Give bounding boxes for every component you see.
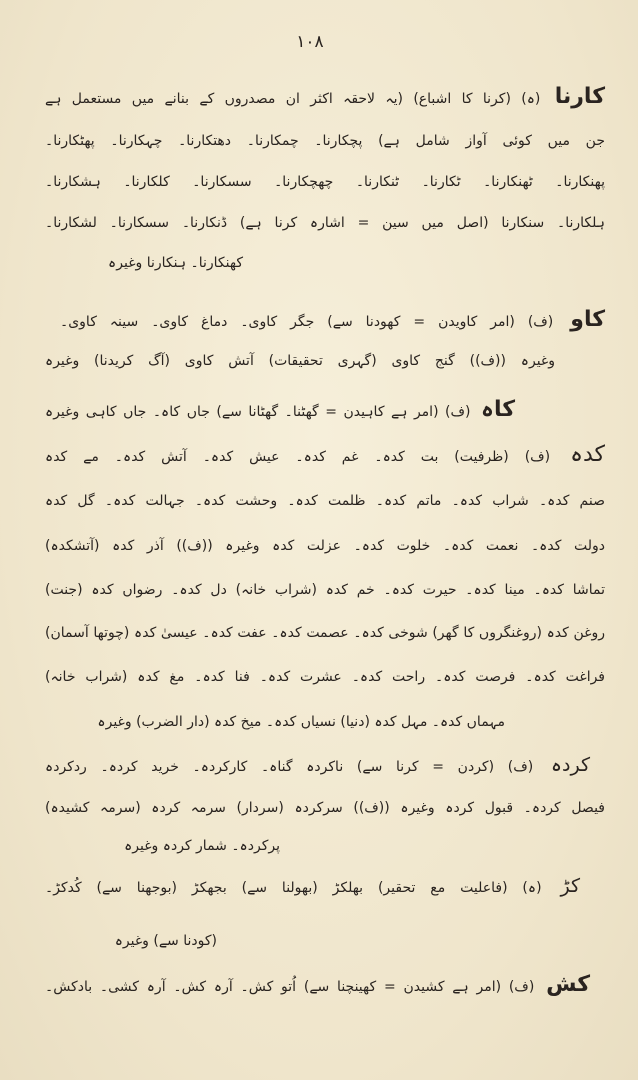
text-line: صنم کدہ۔ شراب کدہ۔ ماتم کدہ۔ ظلمت کدہ۔ وحشت کدہ۔ جہالت کدہ۔ گل کدہ <box>45 493 605 509</box>
line-text: (ہ) (کرنا کا اشباع) (یہ لاحقہ اکثر ان مصدروں کے بنانے میں مستعمل ہے <box>45 91 541 107</box>
page-number: ۱۰۸ <box>296 32 324 52</box>
text-line <box>45 393 515 427</box>
line-text: (ف) (امر ہے کشیدن = کھینچنا سے) اُتو کش۔ آرہ کش۔ آرہ کشی۔ بادکش۔ <box>45 979 535 995</box>
text-line: تماشا کدہ۔ مینا کدہ۔ حیرت کدہ۔ خم کدہ (شراب خانہ) دل کدہ۔ رضواں کدہ (جنت) <box>45 582 605 598</box>
text-line: روغن کدہ (روغنگروں کا گھر) شوخی کدہ۔ عصمت کدہ۔ عفت کدہ۔ عیسیٰ کدہ (چوتھا آسمان) <box>45 625 605 641</box>
text-line: ہلکارنا۔ سنکارنا (اصل میں سین = اشارہ کرنا ہے) ڈنکارنا۔ سسکارنا۔ لشکارنا۔ <box>45 215 605 231</box>
text-line: مہماں کدہ۔ مہل کدہ (دنیا) نسیاں کدہ۔ میخ کدہ (دار الضرب) وغیرہ <box>97 714 505 730</box>
text-line: فراغت کدہ۔ فرصت کدہ۔ راحت کدہ۔ عشرت کدہ۔ فنا کدہ۔ مغ کدہ (شراب خانہ) <box>45 669 605 685</box>
text-line: فیصل کردہ۔ قبول کردہ وغیرہ ((ف)) سرکردہ (سردار) سرمہ کردہ (سرمہ کشیدہ) <box>45 800 605 816</box>
headword: کاہ <box>481 397 515 422</box>
text-line <box>45 438 605 472</box>
text-line: پھنکارنا۔ ٹھنکارنا۔ ٹکارنا۔ ٹنکارنا۔ چھچکارنا۔ سسکارنا۔ کلکارنا۔ ہشکارنا۔ <box>45 174 605 190</box>
text-line: دولت کدہ۔ نعمت کدہ۔ خلوت کدہ۔ عزلت کدہ وغیرہ ((ف)) آذر کدہ (آتشکدہ) <box>45 538 605 554</box>
text-line: وغیرہ ((ف)) گنج کاوی (گہری تحقیقات) آتش کاوی (آگ کریدنا) وغیرہ <box>45 353 555 369</box>
text-line <box>45 869 580 903</box>
headword: کارنا <box>554 84 605 109</box>
text-line <box>60 303 605 337</box>
text-line <box>45 748 590 782</box>
text-line <box>45 80 605 114</box>
headword: کدہ <box>570 442 605 467</box>
text-line: جن میں کوئی آواز شامل ہے) پچکارنا۔ چمکارنا۔ دھتکارنا۔ چہکارنا۔ پھٹکارنا۔ <box>45 133 605 149</box>
text-line: پرکردہ۔ شمار کردہ وغیرہ <box>124 838 280 854</box>
line-text: (ف) (ظرفیت) بت کدہ۔ غم کدہ۔ عیش کدہ۔ آتش کدہ۔ مے کدہ <box>45 449 551 465</box>
text-line: کھنکارنا۔ ہنکارنا وغیرہ <box>108 255 243 271</box>
headword: کش <box>546 972 590 997</box>
headword: کاو <box>570 307 605 332</box>
headword: کڑ <box>560 875 580 897</box>
line-text: (ف) (امر کاویدن = کھودنا سے) جگر کاوی۔ دماغ کاوی۔ سینہ کاوی۔ <box>60 314 554 330</box>
headword: کردہ <box>550 754 591 776</box>
line-text: (ہ) (فاعلیت مع تحقیر) بھلکڑ (بھولنا سے) بجھکڑ (بوجھنا سے) کُدکڑ۔ <box>45 880 542 896</box>
text-line: (کودنا سے) وغیرہ <box>114 933 217 949</box>
line-text: (ف) (کردن = کرنا سے) ناکردہ گناہ۔ کارکردہ۔ خرید کردہ۔ ردکردہ <box>45 759 534 775</box>
text-line <box>45 968 590 1002</box>
line-text: (ف) (امر ہے کاہیدن = گھٹنا۔ گھٹانا سے) جاں کاہ۔ جاں کاہی وغیرہ <box>45 404 471 420</box>
